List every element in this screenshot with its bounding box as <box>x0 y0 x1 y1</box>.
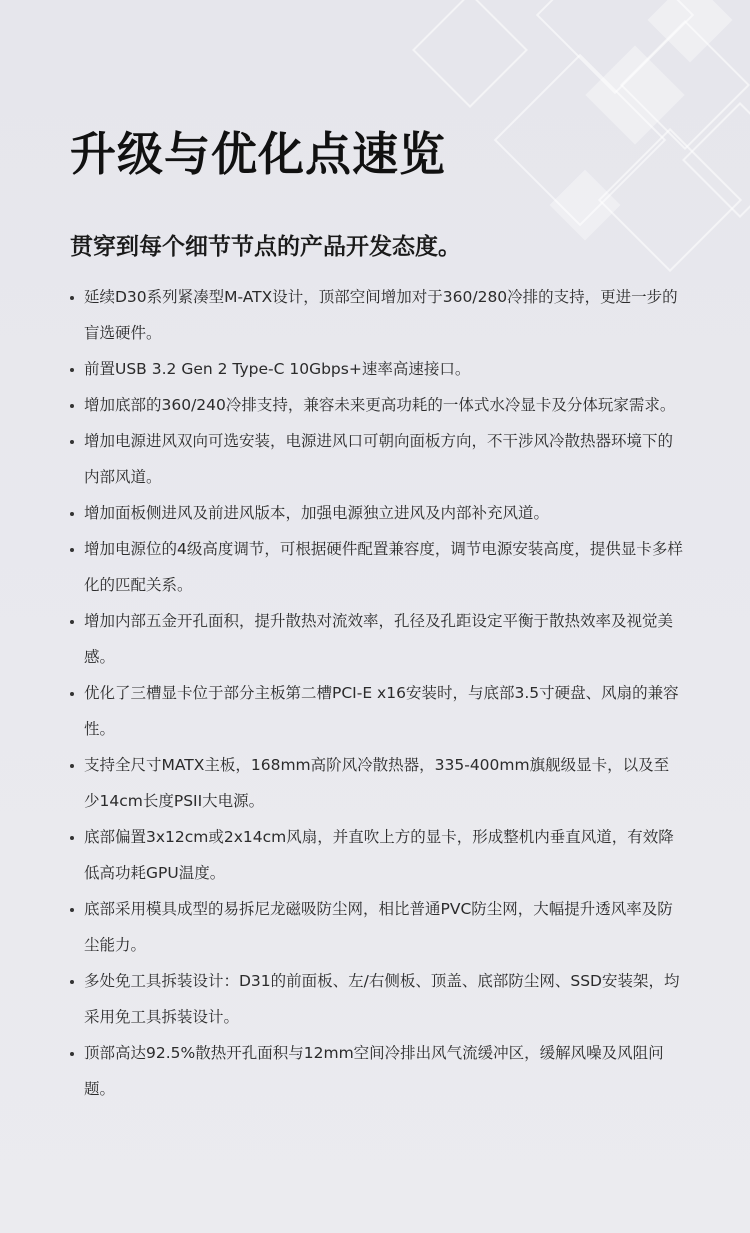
bullet-icon <box>70 404 74 408</box>
list-item <box>68 819 684 891</box>
feature-text: 前置USB 3.2 Gen 2 Type-C 10Gbps+速率高速接口。 <box>84 360 471 378</box>
bullet-icon <box>70 692 74 696</box>
bullet-icon <box>70 512 74 516</box>
feature-text: 顶部高达92.5%散热开孔面积与12mm空间冷排出风气流缓冲区，缓解风噪及风阻问题。 <box>84 1044 664 1098</box>
list-item <box>68 423 684 495</box>
feature-text: 增加电源位的4级高度调节，可根据硬件配置兼容度，调节电源安装高度，提供显卡多样化的匹配关系。 <box>84 540 683 594</box>
bullet-icon <box>70 764 74 768</box>
page-title: 升级与优化点速览 <box>70 127 446 181</box>
feature-text: 底部采用模具成型的易拆尼龙磁吸防尘网，相比普通PVC防尘网，大幅提升透风率及防尘能力。 <box>84 900 673 954</box>
feature-text: 优化了三槽显卡位于部分主板第二槽PCI-E x16安装时，与底部3.5寸硬盘、风扇的兼容性。 <box>84 684 679 738</box>
bullet-icon <box>70 296 74 300</box>
bullet-icon <box>70 368 74 372</box>
list-item <box>68 279 684 351</box>
bullet-icon <box>70 1052 74 1056</box>
feature-text: 延续D30系列紧凑型M-ATX设计，顶部空间增加对于360/280冷排的支持，更进一步的盲选硬件。 <box>84 288 678 342</box>
feature-text: 增加内部五金开孔面积，提升散热对流效率，孔径及孔距设定平衡于散热效率及视觉美感。 <box>84 612 674 666</box>
feature-text: 支持全尺寸MATX主板，168mm高阶风冷散热器，335-400mm旗舰级显卡，以及至少14cm长度PSII大电源。 <box>84 756 670 810</box>
bullet-icon <box>70 980 74 984</box>
bullet-icon <box>70 620 74 624</box>
feature-text: 增加面板侧进风及前进风版本，加强电源独立进风及内部补充风道。 <box>84 504 550 522</box>
feature-text: 多处免工具拆装设计：D31的前面板、左/右侧板、顶盖、底部防尘网、SSD安装架，均采用免工具拆装设计。 <box>84 972 680 1026</box>
list-item <box>68 495 684 531</box>
list-item <box>68 1035 684 1107</box>
feature-text: 增加电源进风双向可选安装，电源进风口可朝向面板方向，不干涉风冷散热器环境下的内部风道。 <box>84 432 674 486</box>
list-item <box>68 351 684 387</box>
feature-text: 底部偏置3x12cm或2x14cm风扇，并直吹上方的显卡，形成整机内垂直风道，有效降低高功耗GPU温度。 <box>84 828 674 882</box>
bullet-icon <box>70 440 74 444</box>
list-item <box>68 891 684 963</box>
list-item <box>68 531 684 603</box>
list-item <box>68 747 684 819</box>
list-item <box>68 675 684 747</box>
list-item <box>68 963 684 1035</box>
bullet-icon <box>70 548 74 552</box>
bullet-icon <box>70 836 74 840</box>
list-item <box>68 387 684 423</box>
feature-text: 增加底部的360/240冷排支持，兼容未来更高功耗的一体式水冷显卡及分体玩家需求。 <box>84 396 676 414</box>
feature-list <box>68 279 684 1107</box>
bullet-icon <box>70 908 74 912</box>
page-subtitle: 贯穿到每个细节节点的产品开发态度。 <box>70 234 461 260</box>
list-item <box>68 603 684 675</box>
